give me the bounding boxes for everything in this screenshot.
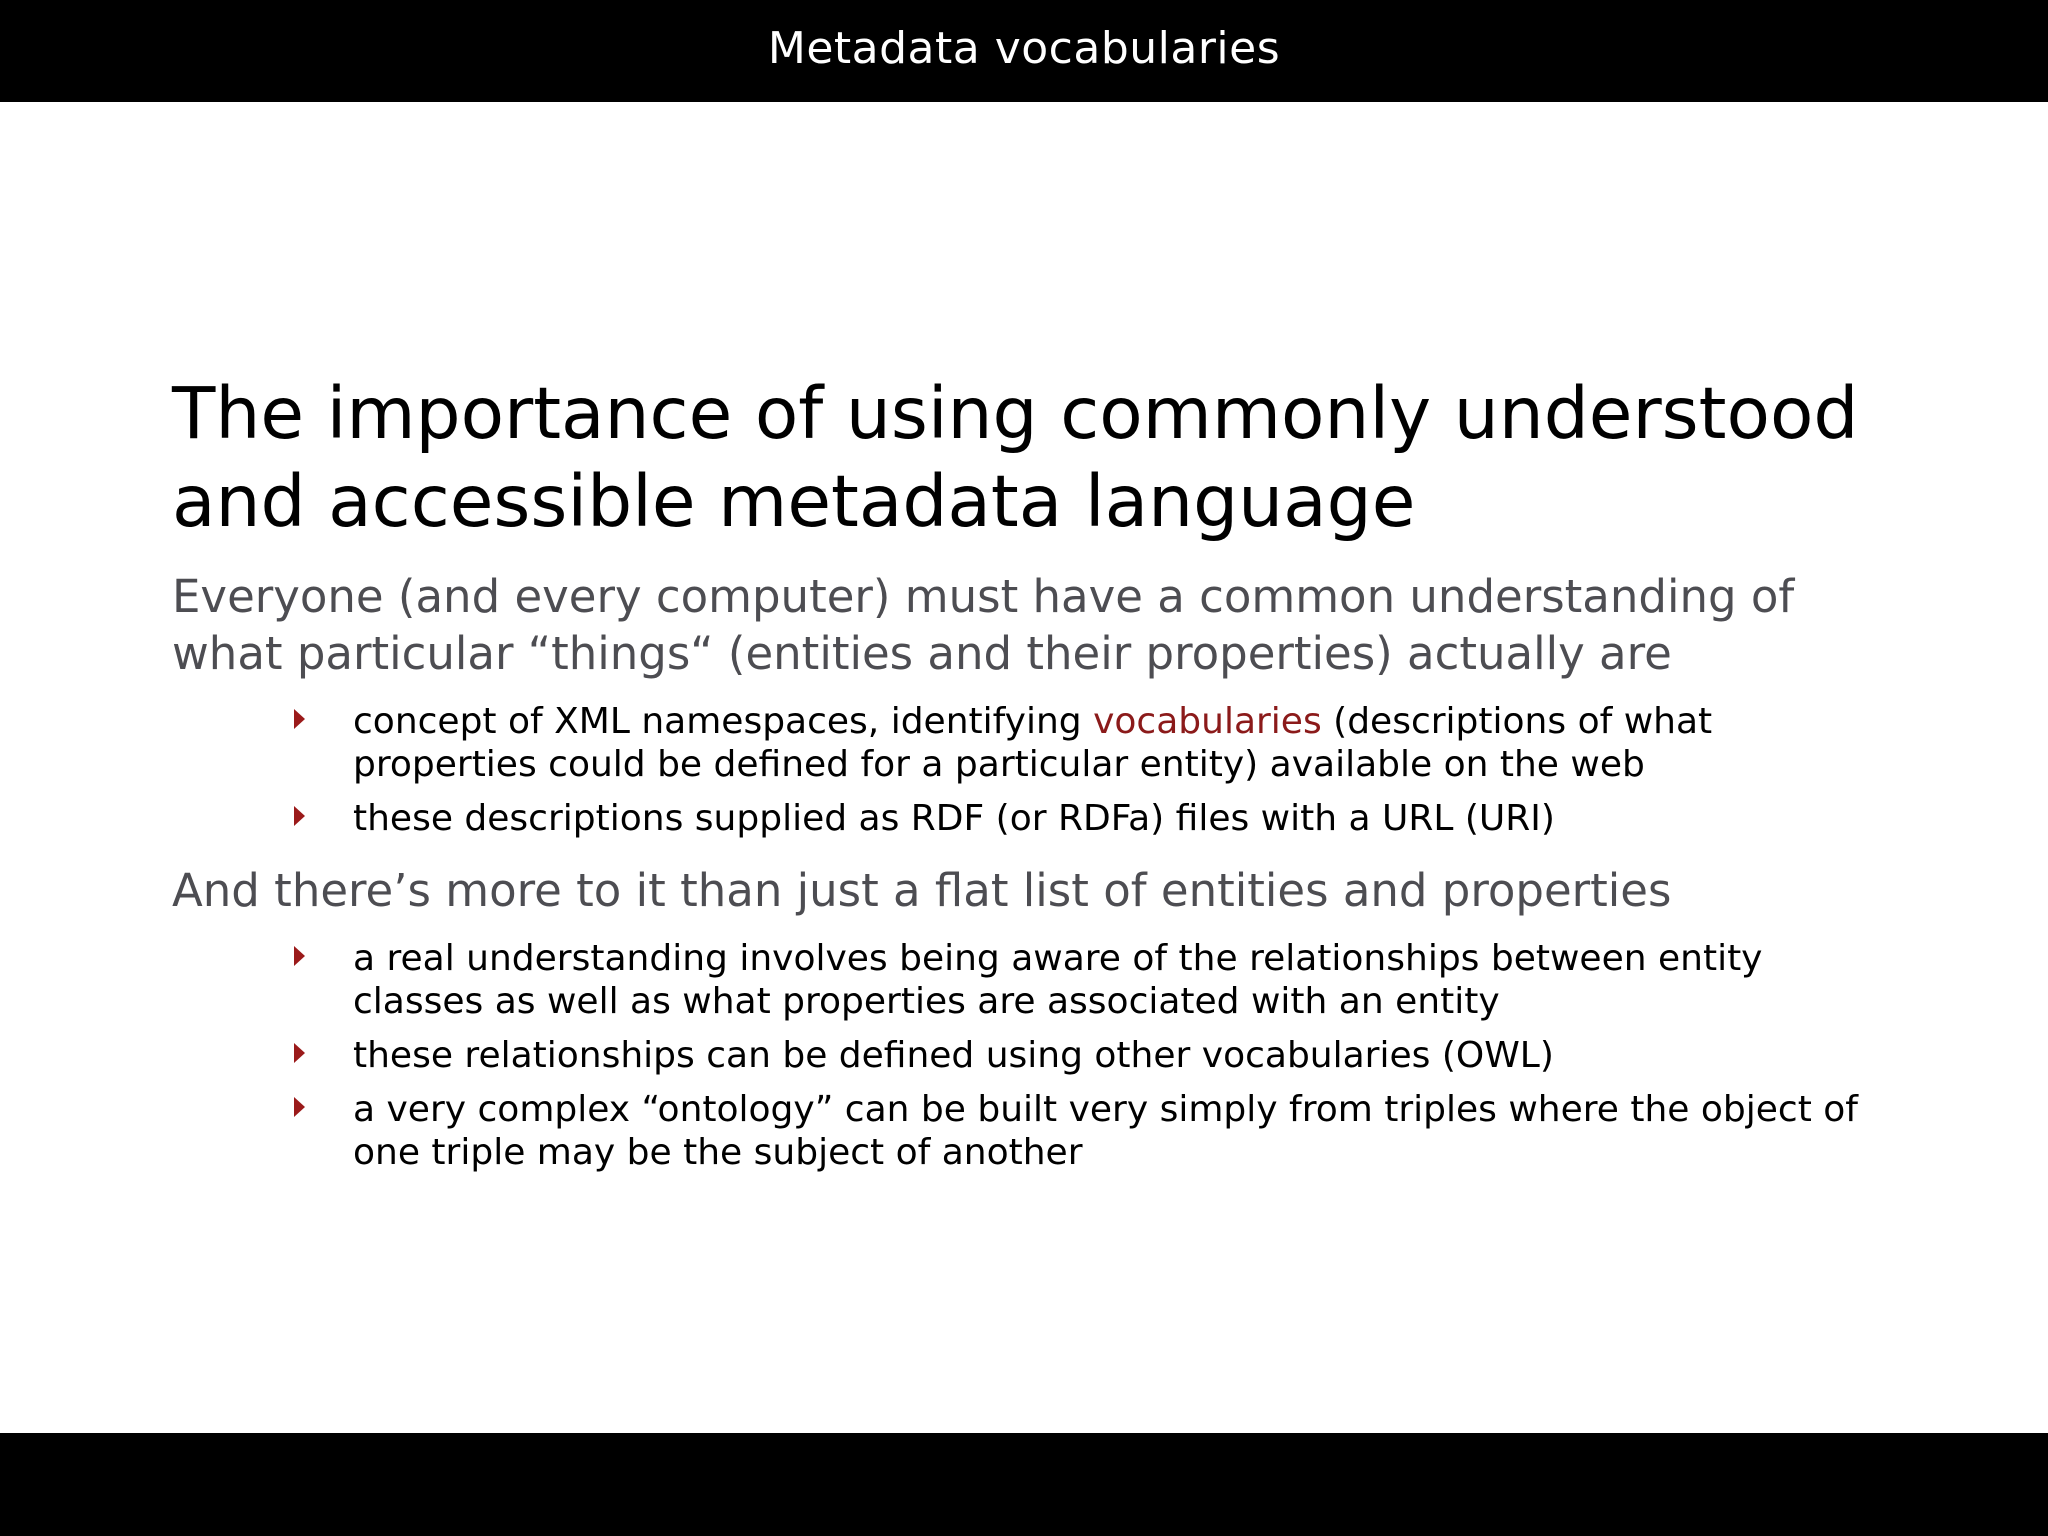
bullet-item [172,937,1892,1023]
section-2-bullets [172,937,1892,1174]
bullet-text: these relationships can be defined using other vocabularies (OWL) [353,1035,1554,1076]
bullet-text: a very complex “ontology” can be built very simply from triples where the object of one triple may be the subject of another [353,1089,1858,1173]
triangle-bullet-icon [294,946,305,966]
bullet-item [172,700,1892,786]
triangle-bullet-icon [294,709,305,729]
section-1-bullets [172,700,1892,840]
bullet-item [172,1088,1892,1174]
triangle-bullet-icon [294,1097,305,1117]
slide-heading: The importance of using commonly understood and accessible metadata language [172,372,1859,543]
triangle-bullet-icon [294,1043,305,1063]
header-title: Metadata vocabularies [767,22,1281,74]
bullet-text: concept of XML namespaces, identifying [353,701,1094,742]
bullet-item [172,797,1892,840]
bullet-text: these descriptions supplied as RDF (or RDFa) files with a URL (URI) [353,798,1555,839]
bullet-text: (descriptions of what properties could be defined for a particular entity) available on the web [353,701,1713,785]
section-2-lead: And there’s more to it than just a flat list of entities and properties [172,864,1672,917]
footer-bar [0,1433,2048,1536]
slide-content [172,370,1892,1185]
section-1-lead: Everyone (and every computer) must have a common understanding of what particular “things“ (entities and their properties) actually are [172,570,1795,680]
triangle-bullet-icon [294,806,305,826]
highlight-term: vocabularies [1093,701,1322,742]
bullet-text: a real understanding involves being aware of the relationships between entity classes as well as what properties are associated with an entity [353,938,1763,1022]
header-bar [0,0,2048,102]
bullet-item [172,1034,1892,1077]
